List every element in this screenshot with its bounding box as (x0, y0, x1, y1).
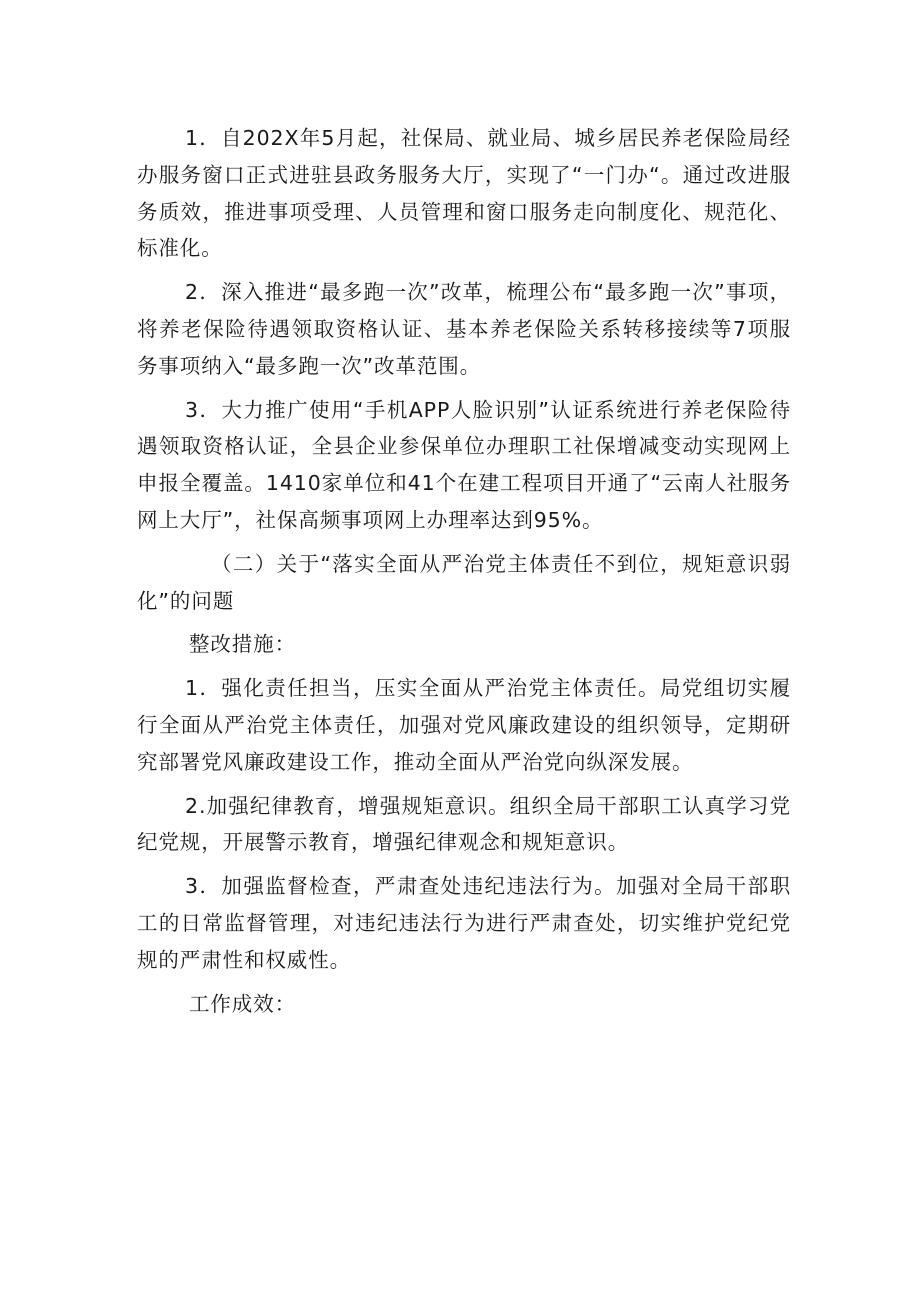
section-heading: （二）关于“落实全面从严治党主体责任不到位，规矩意识弱化”的问题 (137, 551, 791, 613)
results-label: 工作成效： (189, 991, 296, 1016)
measure-item-3: 3．加强监督检查，严肃查处违纪违法行为。加强对全局干部职工的日常监督管理，对违纪违法行为进行严肃查处，切实维护党纪党规的严肃性和权威性。 (137, 874, 791, 972)
measure-item-1: 1．强化责任担当，压实全面从严治党主体责任。局党组切实履行全面从严治党主体责任，加强对党风廉政建设的组织领导，定期研究部署党风廉政建设工作，推动全面从严治党向纵深发展。 (137, 676, 791, 774)
paragraph-item-2: 2．深入推进“最多跑一次”改革，梳理公布“最多跑一次”事项，将养老保险待遇领取资格认证、基本养老保险关系转移接续等7项服务事项纳入“最多跑一次”改革范围。 (137, 280, 791, 378)
paragraph-item-3: 3．大力推广使用“手机APP人脸识别”认证系统进行养老保险待遇领取资格认证，全县企业参保单位办理职工社保增减变动实现网上申报全覆盖。1410家单位和41个在建工程项目开通了“云南人社服务网上大厅”，社保高频事项网上办理率达到95%。 (137, 397, 791, 532)
paragraph-item-1: 1．自202X年5月起，社保局、就业局、城乡居民养老保险局经办服务窗口正式进驻县政务服务大厅，实现了“一门办“。通过改进服务质效，推进事项受理、人员管理和窗口服务走向制度化、规范化、标准化。 (137, 126, 791, 261)
document-body (137, 120, 791, 1022)
measure-item-2: 2.加强纪律教育，增强规矩意识。组织全局干部职工认真学习党纪党规，开展警示教育，增强纪律观念和规矩意识。 (137, 793, 791, 855)
measures-label: 整改措施： (189, 632, 296, 657)
